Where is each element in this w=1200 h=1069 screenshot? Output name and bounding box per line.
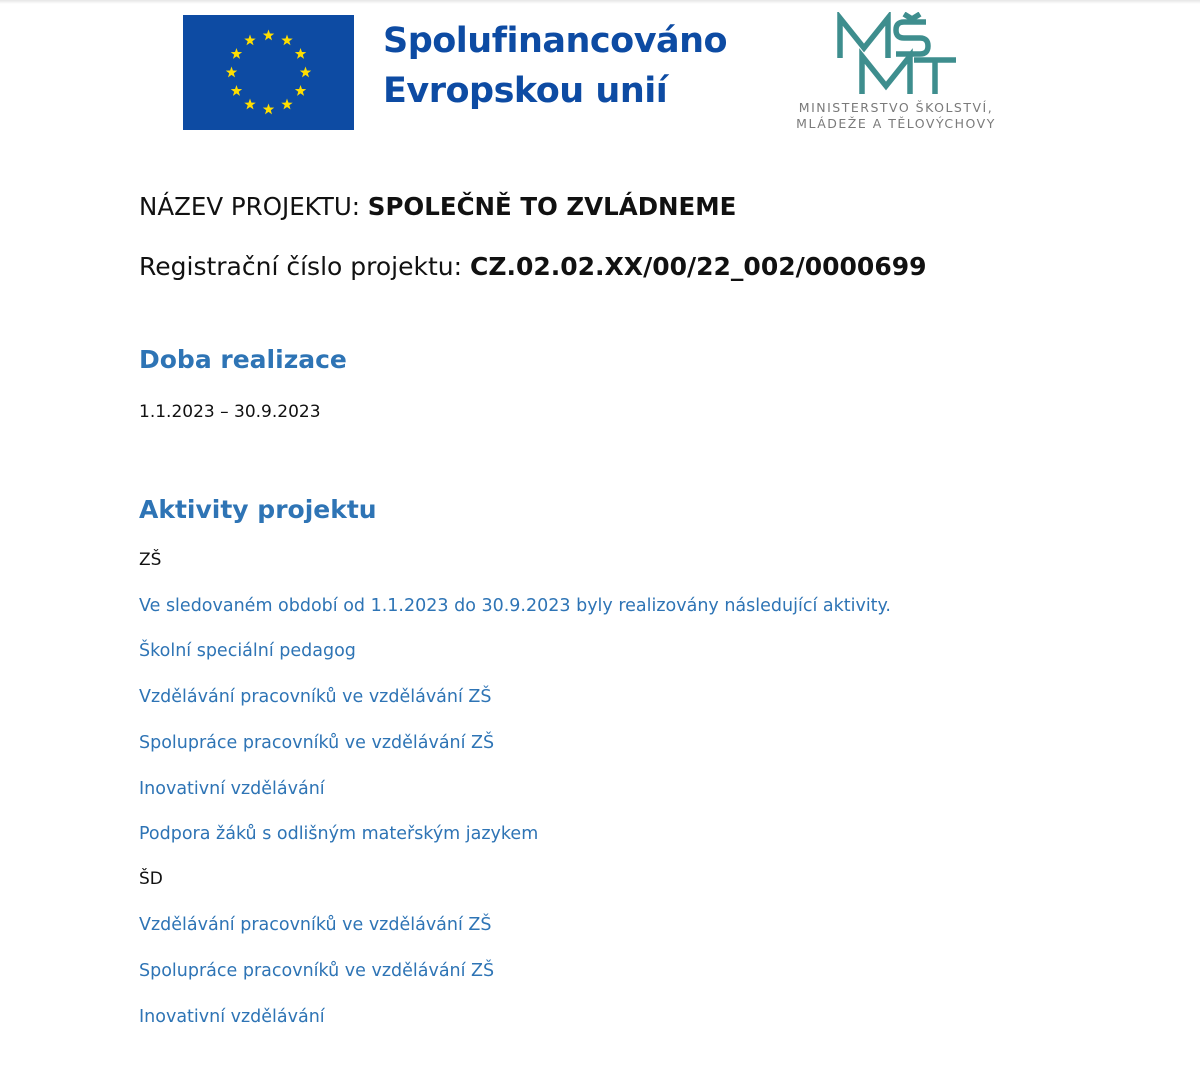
msmt-name-line-1: MINISTERSTVO ŠKOLSTVÍ, <box>798 100 994 115</box>
eu-star-icon <box>281 34 292 45</box>
eu-star-icon <box>244 99 255 110</box>
eu-star-icon <box>295 85 306 96</box>
sd-activity-item: Vzdělávání pracovníků ve vzdělávání ZŠ <box>139 915 492 935</box>
msmt-name-line-2: MLÁDEŽE A TĚLOVÝCHOVY <box>796 116 996 131</box>
eu-star-icon <box>244 34 255 45</box>
eu-text-line-2: Evropskou unií <box>383 71 668 111</box>
project-name-line <box>139 192 736 221</box>
project-registration-line <box>139 252 927 281</box>
zs-activity-item: Vzdělávání pracovníků ve vzdělávání ZŠ <box>139 687 492 707</box>
sd-label: ŠD <box>139 869 163 889</box>
eu-star-icon <box>300 67 311 78</box>
realization-period: 1.1.2023 – 30.9.2023 <box>139 402 321 422</box>
sd-activity-item: Inovativní vzdělávání <box>139 1007 325 1027</box>
msmt-logo-icon <box>834 12 962 98</box>
eu-star-icon <box>281 99 292 110</box>
page-top-shade <box>0 0 1200 4</box>
project-name-label: NÁZEV PROJEKTU: <box>139 192 368 221</box>
sd-activity-item: Spolupráce pracovníků ve vzdělávání ZŠ <box>139 961 495 981</box>
zs-activity-item: Spolupráce pracovníků ve vzdělávání ZŠ <box>139 733 495 753</box>
eu-star-icon <box>263 104 274 115</box>
eu-cofinanced-text <box>383 16 727 116</box>
zs-label: ZŠ <box>139 550 162 570</box>
zs-activity-item: Inovativní vzdělávání <box>139 779 325 799</box>
zs-activity-item: Školní speciální pedagog <box>139 641 356 661</box>
eu-star-icon <box>263 30 274 41</box>
eu-star-icon <box>226 67 237 78</box>
zs-activity-item: Podpora žáků s odlišným mateřským jazykem <box>139 824 539 844</box>
registration-value: CZ.02.02.XX/00/22_002/0000699 <box>469 252 927 281</box>
eu-text-line-1: Spolufinancováno <box>383 21 728 61</box>
eu-star-icon <box>231 48 242 59</box>
project-name-value: SPOLEČNĚ TO ZVLÁDNEME <box>367 192 737 221</box>
zs-intro: Ve sledovaném období od 1.1.2023 do 30.9.2023 byly realizovány následující aktivity. <box>139 596 891 616</box>
eu-flag-icon <box>183 15 354 130</box>
activities-heading: Aktivity projektu <box>139 495 377 524</box>
eu-star-icon <box>295 48 306 59</box>
eu-star-icon <box>231 85 242 96</box>
msmt-name-text <box>770 100 1022 132</box>
registration-label: Registrační číslo projektu: <box>139 252 470 281</box>
realization-heading: Doba realizace <box>139 345 347 374</box>
